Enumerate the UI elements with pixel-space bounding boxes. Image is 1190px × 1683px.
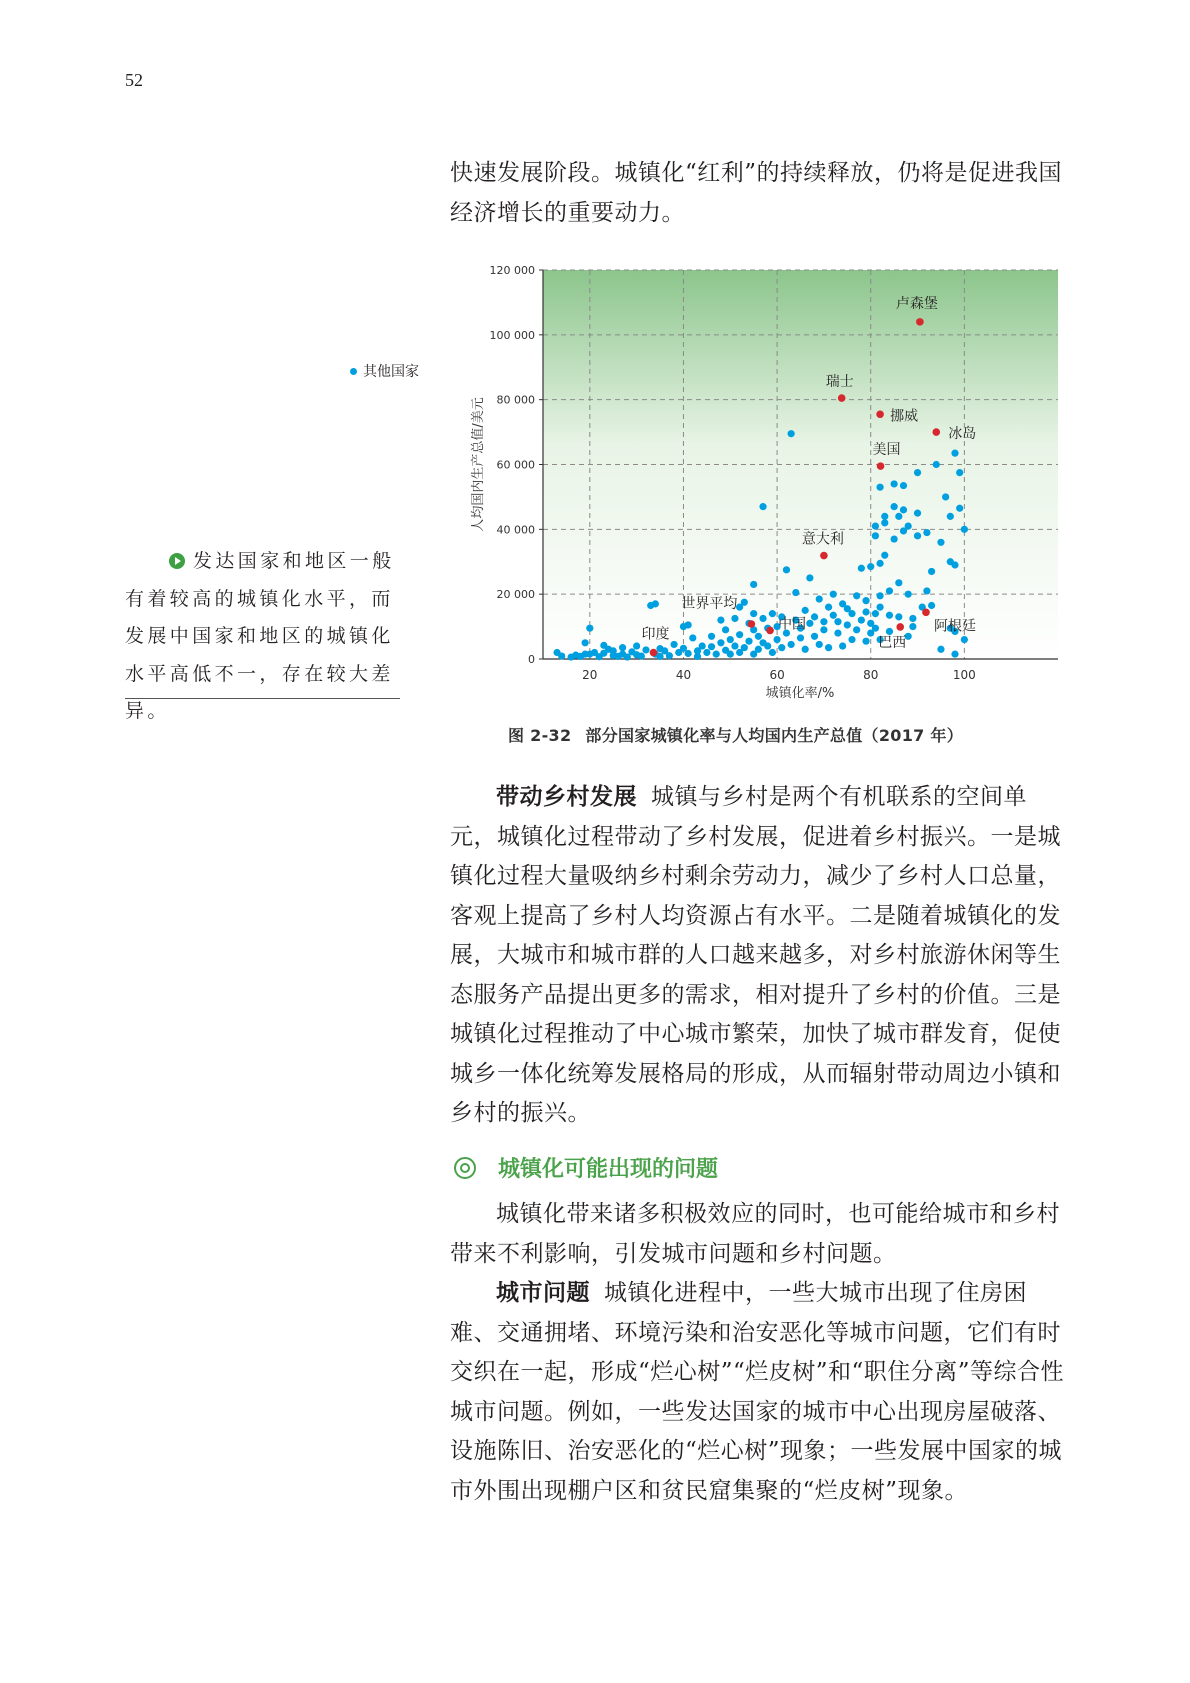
scatter-point bbox=[867, 563, 874, 570]
highlighted-point bbox=[838, 394, 846, 402]
scatter-point bbox=[699, 642, 706, 649]
scatter-point bbox=[713, 651, 720, 658]
scatter-point bbox=[666, 652, 673, 659]
scatter-point bbox=[895, 613, 902, 620]
scatter-point bbox=[708, 643, 715, 650]
y-tick-label: 20 000 bbox=[496, 588, 535, 602]
urban-problems-text: 城镇化进程中，一些大城市出现了住房困难、交通拥堵、环境污染和治安恶化等城市问题，它们有时交织在一起，形成“烂心树”“烂皮树”和“职住分离”等综合性城市问题。例如，一些发达国家的城市中心出现房屋破落、设施陈旧、治安恶化的“烂心树”现象；一些发展中国家的城市外围出现棚户区和贫民窟集聚的“烂皮树”现象。 bbox=[450, 1280, 1065, 1504]
rural-paragraph bbox=[450, 778, 1072, 1134]
scatter-point bbox=[778, 644, 785, 651]
scatter-point bbox=[642, 646, 649, 653]
y-tick-label: 0 bbox=[528, 653, 535, 666]
highlighted-point bbox=[748, 620, 756, 628]
scatter-point bbox=[891, 503, 898, 510]
point-label: 意大利 bbox=[801, 531, 844, 548]
x-tick-label: 60 bbox=[769, 668, 785, 682]
x-axis-label: 城镇化率/% bbox=[765, 686, 835, 701]
x-tick-label: 100 bbox=[952, 668, 976, 682]
scatter-point bbox=[586, 625, 593, 632]
scatter-point bbox=[759, 503, 766, 510]
problems-intro: 城镇化带来诸多积极效应的同时，也可能给城市和乡村带来不利影响，引发城市问题和乡村问题。 bbox=[450, 1201, 1060, 1267]
rural-lead: 带动乡村发展 bbox=[496, 784, 637, 810]
x-tick-label: 20 bbox=[582, 668, 598, 682]
scatter-point bbox=[933, 461, 940, 468]
y-tick-label: 60 000 bbox=[496, 458, 535, 472]
scatter-point bbox=[876, 604, 883, 611]
point-label: 中国 bbox=[778, 616, 807, 633]
scatter-point bbox=[788, 641, 795, 648]
scatter-point bbox=[923, 529, 930, 536]
scatter-point bbox=[914, 510, 921, 517]
scatter-point bbox=[876, 592, 883, 599]
scatter-point bbox=[951, 651, 958, 658]
scatter-point bbox=[731, 642, 738, 649]
highlighted-point bbox=[820, 552, 828, 560]
highlighted-point bbox=[650, 649, 658, 657]
scatter-point bbox=[830, 612, 837, 619]
y-tick-label: 100 000 bbox=[489, 328, 535, 342]
plot-background bbox=[543, 270, 1058, 659]
scatter-point bbox=[905, 591, 912, 598]
x-tick-label: 80 bbox=[863, 668, 879, 682]
scatter-point bbox=[886, 587, 893, 594]
highlighted-point bbox=[896, 623, 904, 631]
scatter-point bbox=[656, 653, 663, 660]
scatter-point bbox=[895, 513, 902, 520]
scatter-point bbox=[947, 513, 954, 520]
scatter-point bbox=[722, 626, 729, 633]
point-label: 巴西 bbox=[878, 634, 907, 651]
side-note-text: 发达国家和地区一般有着较高的城镇化水平，而发展中国家和地区的城镇化水平高低不一，存在较大差异。 bbox=[125, 550, 395, 722]
legend-label: 其他国家 bbox=[363, 364, 419, 380]
scatter-point bbox=[900, 506, 907, 513]
scatter-point bbox=[773, 636, 780, 643]
scatter-point bbox=[881, 519, 888, 526]
highlighted-point bbox=[766, 627, 774, 635]
y-tick-label: 40 000 bbox=[496, 523, 535, 537]
urban-problems-paragraph bbox=[450, 1274, 1072, 1511]
figure-title: 部分国家城镇化率与人均国内生产总值（2017 年） bbox=[585, 726, 964, 745]
scatter-point bbox=[558, 652, 565, 659]
scatter-point bbox=[816, 595, 823, 602]
scatter-point bbox=[727, 651, 734, 658]
scatter-point bbox=[811, 613, 818, 620]
intro-text: 快速发展阶段。城镇化“红利”的持续释放，仍将是促进我国经济增长的重要动力。 bbox=[450, 160, 1063, 226]
scatter-point bbox=[961, 636, 968, 643]
scatter-point bbox=[881, 513, 888, 520]
scatter-point bbox=[825, 604, 832, 611]
double-circle-icon bbox=[454, 1157, 476, 1179]
scatter-point bbox=[769, 610, 776, 617]
scatter-point bbox=[820, 626, 827, 633]
scatter-point bbox=[703, 649, 710, 656]
scatter-point bbox=[872, 610, 879, 617]
scatter-point bbox=[783, 566, 790, 573]
scatter-point bbox=[769, 649, 776, 656]
highlighted-point bbox=[876, 410, 884, 418]
scatter-point bbox=[886, 612, 893, 619]
scatter-point bbox=[610, 647, 617, 654]
scatter-point bbox=[923, 587, 930, 594]
scatter-point bbox=[806, 620, 813, 627]
scatter-point bbox=[909, 615, 916, 622]
scatter-point bbox=[862, 638, 869, 645]
scatter-point bbox=[670, 641, 677, 648]
scatter-point bbox=[717, 639, 724, 646]
page-number: 52 bbox=[125, 70, 143, 90]
x-tick-label: 40 bbox=[675, 668, 692, 682]
point-label: 印度 bbox=[641, 626, 670, 643]
scatter-point bbox=[937, 646, 944, 653]
scatter-point bbox=[741, 644, 748, 651]
highlighted-point bbox=[932, 428, 940, 436]
scatter-point bbox=[652, 600, 659, 607]
scatter-point bbox=[638, 652, 645, 659]
scatter-point bbox=[895, 579, 902, 586]
y-tick-label: 80 000 bbox=[496, 393, 535, 407]
scatter-point bbox=[834, 618, 841, 625]
scatter-point bbox=[731, 615, 738, 622]
scatter-point bbox=[900, 482, 907, 489]
scatter-point bbox=[582, 639, 589, 646]
scatter-point bbox=[600, 642, 607, 649]
section-heading-text: 城镇化可能出现的问题 bbox=[498, 1157, 719, 1182]
scatter-point bbox=[633, 642, 640, 649]
scatter-point bbox=[750, 610, 757, 617]
scatter-point bbox=[745, 638, 752, 645]
scatter-point bbox=[806, 574, 813, 581]
urban-problems-lead: 城市问题 bbox=[496, 1280, 590, 1306]
scatter-point bbox=[937, 539, 944, 546]
scatter-point bbox=[797, 634, 804, 641]
scatter-point bbox=[755, 646, 762, 653]
scatter-point bbox=[727, 636, 734, 643]
scatter-point bbox=[811, 633, 818, 640]
section-heading bbox=[450, 1152, 718, 1183]
figure-number: 图 2-32 bbox=[508, 726, 572, 745]
scatter-point bbox=[708, 633, 715, 640]
rural-text: 城镇与乡村是两个有机联系的空间单元，城镇化过程带动了乡村发展，促进着乡村振兴。一是城镇化过程大量吸纳乡村剩余劳动力，减少了乡村人口总量，客观上提高了乡村人均资源占有水平。二是随着城镇化的发展，大城市和城市群的人口越来越多，对乡村旅游休闲等生态服务产品提出更多的需求，相对提升了乡村的价值。三是城镇化过程推动了中心城市繁荣，加快了城市群发育，促使城乡一体化统筹发展格局的形成，从而辐射带动周边小镇和乡村的振兴。 bbox=[450, 784, 1061, 1126]
scatter-point bbox=[825, 644, 832, 651]
scatter-point bbox=[891, 480, 898, 487]
scatter-point bbox=[834, 629, 841, 636]
scatter-point bbox=[942, 493, 949, 500]
scatter-point bbox=[764, 642, 771, 649]
scatter-point bbox=[802, 646, 809, 653]
scatter-point bbox=[891, 535, 898, 542]
scatter-point bbox=[956, 469, 963, 476]
rural-development-paragraph bbox=[450, 778, 1072, 1134]
scatter-point bbox=[750, 581, 757, 588]
scatter-chart bbox=[0, 0, 1190, 720]
scatter-point bbox=[872, 522, 879, 529]
scatter-point bbox=[862, 608, 869, 615]
y-tick-label: 120 000 bbox=[489, 264, 535, 277]
highlighted-point bbox=[916, 318, 924, 326]
scatter-point bbox=[820, 618, 827, 625]
scatter-point bbox=[689, 634, 696, 641]
point-label: 卢森堡 bbox=[895, 295, 938, 312]
scatter-point bbox=[759, 615, 766, 622]
scatter-point bbox=[909, 623, 916, 630]
scatter-point bbox=[848, 610, 855, 617]
scatter-point bbox=[802, 607, 809, 614]
scatter-point bbox=[736, 631, 743, 638]
scatter-point bbox=[788, 430, 795, 437]
scatter-point bbox=[928, 568, 935, 575]
scatter-point bbox=[858, 617, 865, 624]
scatter-point bbox=[862, 597, 869, 604]
scatter-point bbox=[951, 561, 958, 568]
scatter-point bbox=[876, 484, 883, 491]
point-label: 世界平均 bbox=[681, 595, 738, 612]
scatter-point bbox=[914, 469, 921, 476]
point-label: 挪威 bbox=[890, 408, 919, 425]
highlighted-point bbox=[877, 462, 885, 470]
scatter-point bbox=[872, 532, 879, 539]
y-axis-label: 人均国内生产总值/美元 bbox=[471, 397, 486, 532]
scatter-point bbox=[848, 636, 855, 643]
scatter-point bbox=[881, 552, 888, 559]
scatter-point bbox=[755, 633, 762, 640]
problems-section bbox=[450, 1195, 1072, 1511]
scatter-point bbox=[844, 621, 851, 628]
scatter-point bbox=[853, 626, 860, 633]
scatter-point bbox=[619, 644, 626, 651]
scatter-point bbox=[816, 641, 823, 648]
scatter-point bbox=[792, 589, 799, 596]
scatter-point bbox=[717, 617, 724, 624]
scatter-point bbox=[853, 592, 860, 599]
scatter-point bbox=[741, 599, 748, 606]
scatter-point bbox=[956, 505, 963, 512]
scatter-point bbox=[685, 621, 692, 628]
point-label: 冰岛 bbox=[948, 426, 977, 443]
scatter-point bbox=[872, 625, 879, 632]
scatter-point bbox=[839, 642, 846, 649]
scatter-point bbox=[961, 526, 968, 533]
scatter-point bbox=[876, 560, 883, 567]
scatter-point bbox=[858, 565, 865, 572]
figure-caption bbox=[508, 723, 963, 746]
scatter-point bbox=[951, 450, 958, 457]
scatter-point bbox=[830, 591, 837, 598]
point-label: 阿根廷 bbox=[933, 618, 976, 635]
point-label: 瑞士 bbox=[825, 374, 854, 391]
highlighted-point bbox=[922, 609, 930, 617]
scatter-point bbox=[928, 602, 935, 609]
scatter-point bbox=[914, 532, 921, 539]
scatter-point bbox=[685, 650, 692, 657]
scatter-point bbox=[905, 522, 912, 529]
point-label: 美国 bbox=[872, 442, 901, 459]
scatter-point bbox=[694, 653, 701, 660]
